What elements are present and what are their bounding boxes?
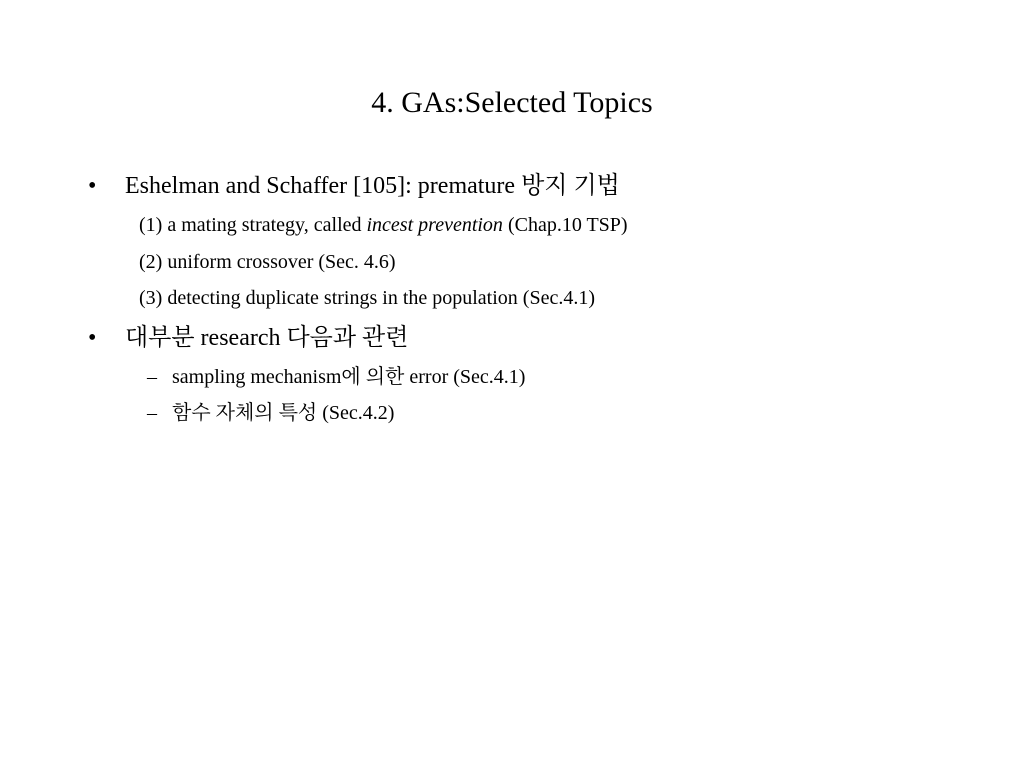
bullet-item-research: 대부분 research 다음과 관련	[125, 325, 409, 351]
sub-item-mating-prefix: (1) a mating strategy, called	[139, 214, 367, 236]
sub-item-mating-emphasis: incest prevention	[366, 214, 503, 236]
sub-item-duplicate-strings: (3) detecting duplicate strings in the population (Sec.4.1)	[139, 287, 595, 309]
slide-title: 4. GAs:Selected Topics	[371, 86, 653, 119]
sub-item-mating-suffix: (Chap.10 TSP)	[502, 214, 628, 236]
sub-item-uniform-crossover: (2) uniform crossover (Sec. 4.6)	[139, 251, 396, 273]
dash-marker: –	[147, 402, 157, 424]
sub-item-mating-strategy	[139, 212, 628, 238]
dash-marker: –	[147, 366, 157, 388]
sub-item-sampling-error: sampling mechanism에 의한 error (Sec.4.1)	[172, 366, 526, 388]
sub-item-function-property: 함수 자체의 특성 (Sec.4.2)	[172, 402, 395, 424]
bullet-marker: •	[88, 325, 97, 351]
bullet-item-eshelman: Eshelman and Schaffer [105]: premature 방지 기법	[125, 173, 620, 199]
bullet-marker: •	[88, 173, 97, 199]
